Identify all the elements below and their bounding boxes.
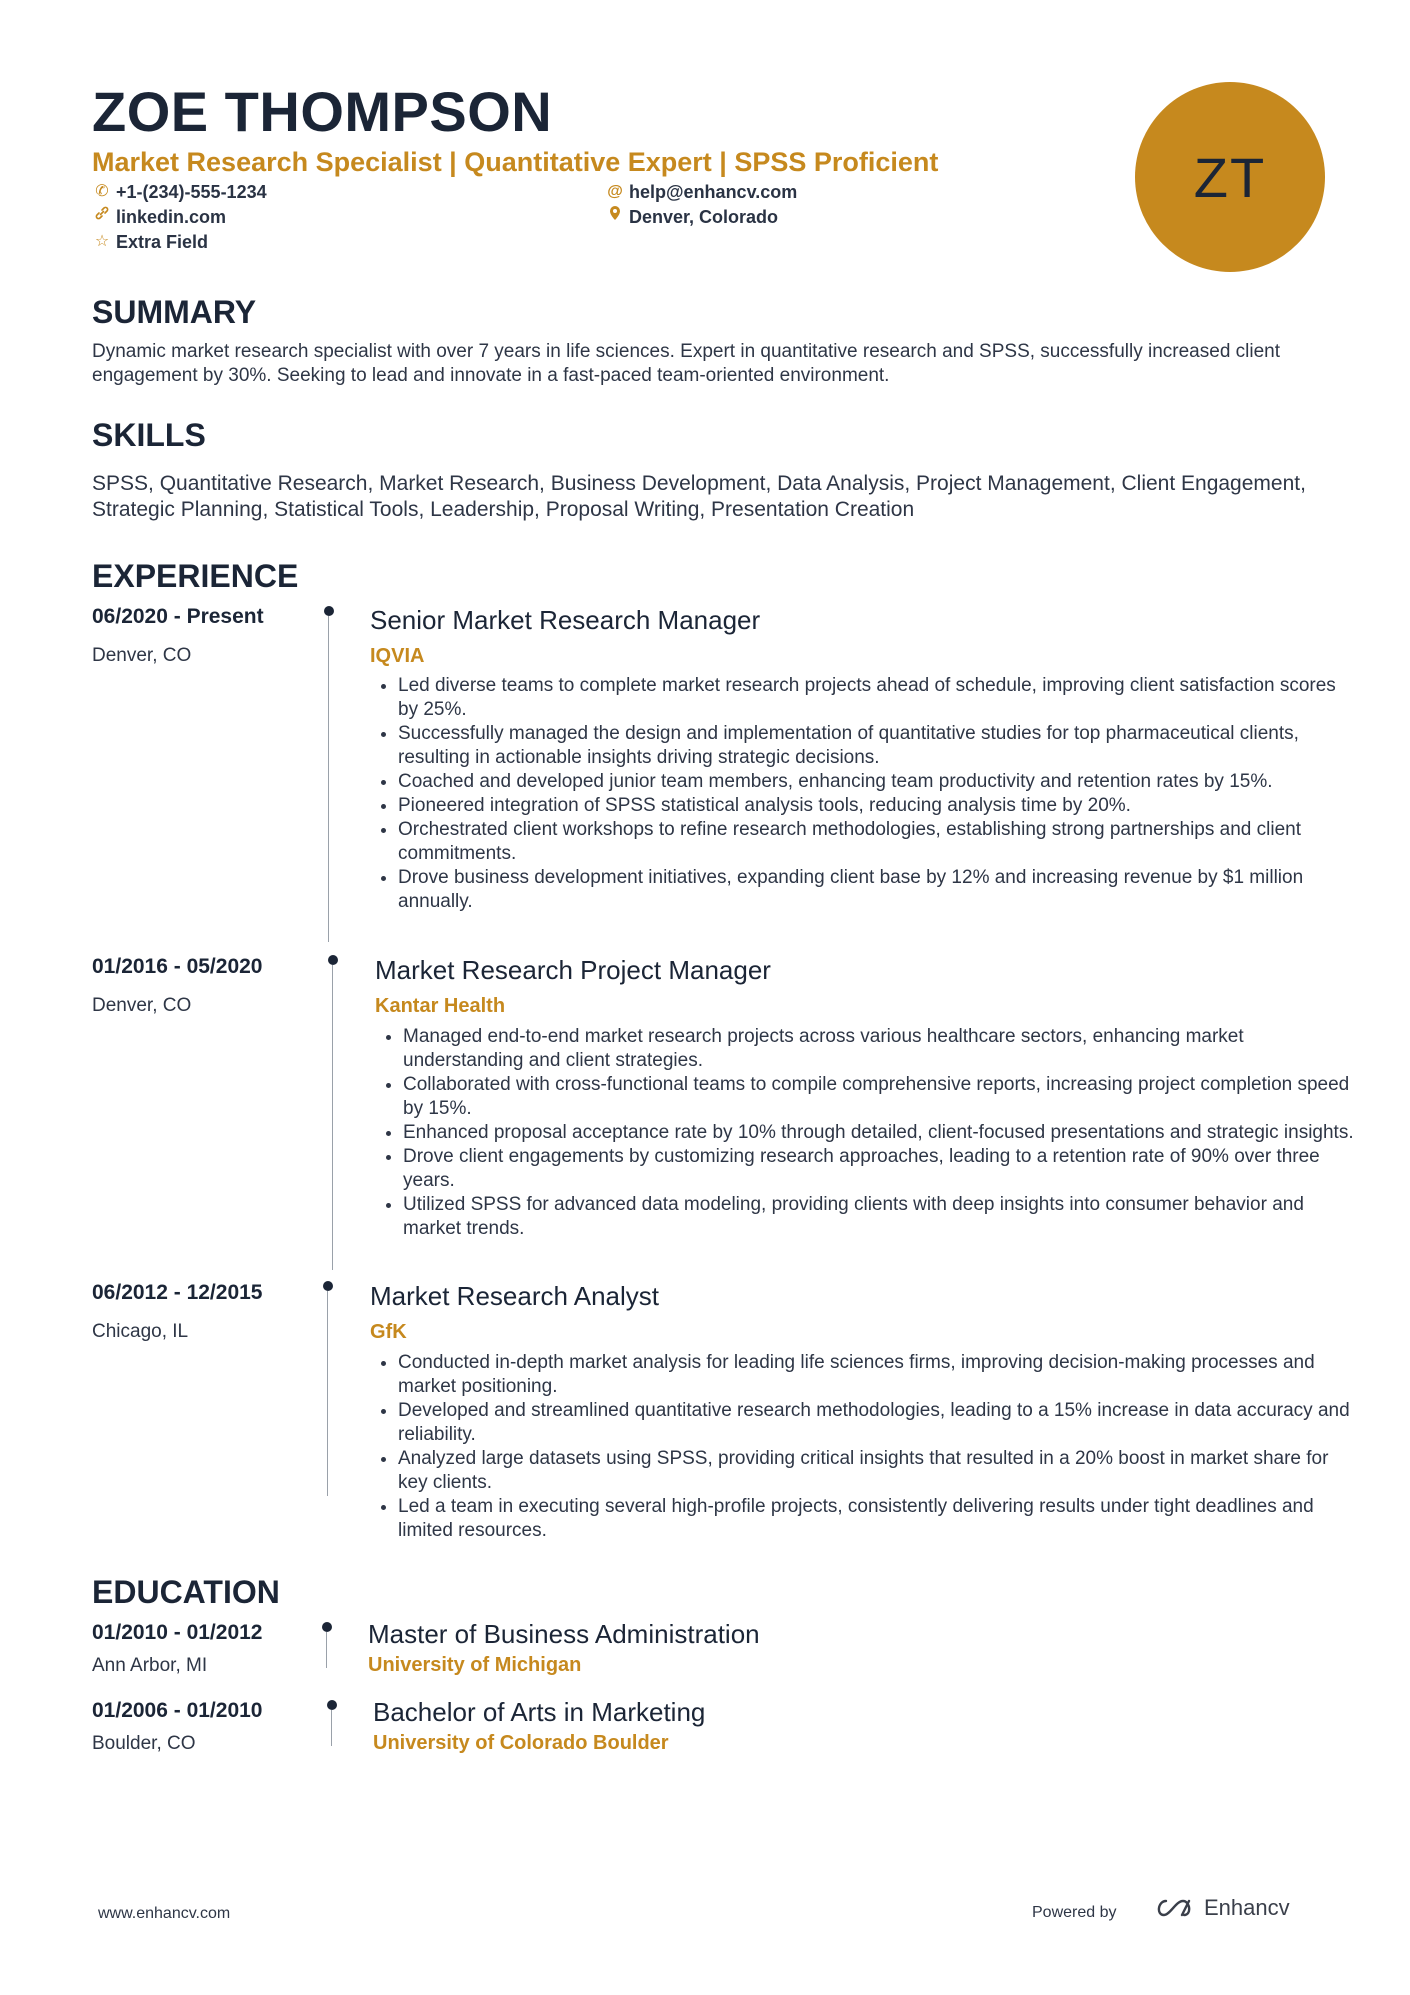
brand-name: Enhancv xyxy=(1204,1895,1290,1920)
list-item: • Drove client engagements by customizing research approaches, leading to a retention rate of 90% over three years. xyxy=(403,1145,1360,1193)
avatar-initials: ZT xyxy=(1135,82,1325,272)
education-school: University of Colorado Boulder xyxy=(373,1732,669,1754)
linkedin-text: linkedin.com xyxy=(116,207,227,227)
footer-url[interactable]: www.enhancv.com xyxy=(98,1905,231,1922)
contact-linkedin[interactable] xyxy=(92,205,226,229)
candidate-title: Market Research Specialist | Quantitative Expert | SPSS Proficient xyxy=(92,147,939,177)
job-company: GfK xyxy=(370,1321,407,1343)
timeline-line xyxy=(328,616,329,942)
contact-location xyxy=(605,205,778,229)
phone-text: +1-(234)-555-1234 xyxy=(116,182,267,202)
list-item: • Developed and streamlined quantitative research methodologies, leading to a 15% increase in data accuracy and reliability. xyxy=(398,1399,1360,1447)
timeline-dot xyxy=(324,606,334,616)
timeline-dot xyxy=(328,955,338,965)
timeline-line xyxy=(332,965,333,1270)
job-role: Market Research Project Manager xyxy=(375,955,771,985)
job-location: Denver, CO xyxy=(92,645,192,666)
timeline-line xyxy=(331,1710,332,1746)
list-item: • Utilized SPSS for advanced data modeling, providing clients with deep insights into consumer behavior and market trends. xyxy=(403,1193,1360,1241)
list-item: • Conducted in-depth market analysis for leading life sciences firms, improving decision-making processes and market positioning. xyxy=(398,1351,1360,1399)
contact-phone[interactable] xyxy=(92,180,267,204)
contact-extra xyxy=(92,230,208,254)
job-bullets xyxy=(375,1025,1360,1241)
list-item: • Led diverse teams to complete market research projects ahead of schedule, improving client satisfaction scores by 25%. xyxy=(398,674,1360,722)
education-location: Boulder, CO xyxy=(92,1733,196,1754)
timeline-dot xyxy=(323,1281,333,1291)
job-role: Market Research Analyst xyxy=(370,1281,660,1311)
timeline-line xyxy=(327,1291,328,1496)
location-pin-icon xyxy=(605,205,625,229)
list-item: • Managed end-to-end market research projects across various healthcare sectors, enhancing market understanding and client strategies. xyxy=(403,1025,1360,1073)
job-dates: 06/2012 - 12/2015 xyxy=(92,1281,263,1304)
enhancv-logo-icon xyxy=(1152,1896,1196,1920)
star-icon: ☆ xyxy=(94,233,110,250)
list-item: • Collaborated with cross-functional teams to compile comprehensive reports, increasing project completion speed by 15%. xyxy=(403,1073,1360,1121)
job-location: Chicago, IL xyxy=(92,1321,189,1342)
list-item: • Successfully managed the design and implementation of quantitative studies for top pharmaceutical clients, resulting in actionable insights driving strategic decisions. xyxy=(398,722,1360,770)
extra-text: Extra Field xyxy=(116,232,209,252)
timeline-dot xyxy=(327,1700,337,1710)
list-item: • Analyzed large datasets using SPSS, providing critical insights that resulted in a 20% boost in market share for key clients. xyxy=(398,1447,1360,1495)
job-location: Denver, CO xyxy=(92,995,192,1016)
contact-email[interactable] xyxy=(605,180,797,204)
timeline-dot xyxy=(322,1622,332,1632)
education-location: Ann Arbor, MI xyxy=(92,1655,208,1676)
email-text: help@enhancv.com xyxy=(629,182,798,202)
job-bullets xyxy=(370,1351,1360,1543)
education-dates: 01/2006 - 01/2010 xyxy=(92,1699,263,1722)
timeline-line xyxy=(326,1632,327,1668)
powered-by-label: Powered by xyxy=(1032,1904,1117,1921)
list-item: • Enhanced proposal acceptance rate by 10% through detailed, client-focused presentations and strategic insights. xyxy=(403,1121,1360,1145)
brand-logo[interactable] xyxy=(1152,1895,1290,1921)
list-item: • Drove business development initiatives, expanding client base by 12% and increasing revenue by $1 million annually. xyxy=(398,866,1360,914)
list-item: • Orchestrated client workshops to refine research methodologies, establishing strong partnerships and client commitments. xyxy=(398,818,1360,866)
job-company: Kantar Health xyxy=(375,995,506,1017)
education-dates: 01/2010 - 01/2012 xyxy=(92,1621,263,1644)
candidate-name: ZOE THOMPSON xyxy=(92,80,553,143)
list-item: • Led a team in executing several high-profile projects, consistently delivering results under tight deadlines and limited resources. xyxy=(398,1495,1360,1543)
summary-heading: SUMMARY xyxy=(92,294,257,330)
list-item: • Pioneered integration of SPSS statistical analysis tools, reducing analysis time by 20%. xyxy=(398,794,1360,818)
job-role: Senior Market Research Manager xyxy=(370,605,761,635)
list-item: • Coached and developed junior team members, enhancing team productivity and retention rates by 15%. xyxy=(398,770,1360,794)
education-heading: EDUCATION xyxy=(92,1574,280,1610)
job-dates: 06/2020 - Present xyxy=(92,605,264,628)
skills-text: SPSS, Quantitative Research, Market Research, Business Development, Data Analysis, Project Management, Client Engagement, Strategic Planning, Statistical Tools, Leadership, Proposal Writing, Presentation Creation xyxy=(92,472,1306,521)
job-bullets xyxy=(370,674,1360,914)
education-school: University of Michigan xyxy=(368,1654,582,1676)
education-degree: Master of Business Administration xyxy=(368,1619,760,1649)
at-icon: @ xyxy=(607,183,623,200)
location-text: Denver, Colorado xyxy=(629,207,779,227)
job-company: IQVIA xyxy=(370,645,425,667)
summary-text: Dynamic market research specialist with over 7 years in life sciences. Expert in quantitative research and SPSS, successfully increased client engagement by 30%. Seeking to lead and innovate in a fast-paced team-oriented environment. xyxy=(92,341,1281,386)
experience-heading: EXPERIENCE xyxy=(92,558,299,594)
job-dates: 01/2016 - 05/2020 xyxy=(92,955,263,978)
skills-heading: SKILLS xyxy=(92,417,206,453)
link-icon xyxy=(92,205,112,229)
education-degree: Bachelor of Arts in Marketing xyxy=(373,1697,706,1727)
phone-icon: ✆ xyxy=(95,183,109,200)
